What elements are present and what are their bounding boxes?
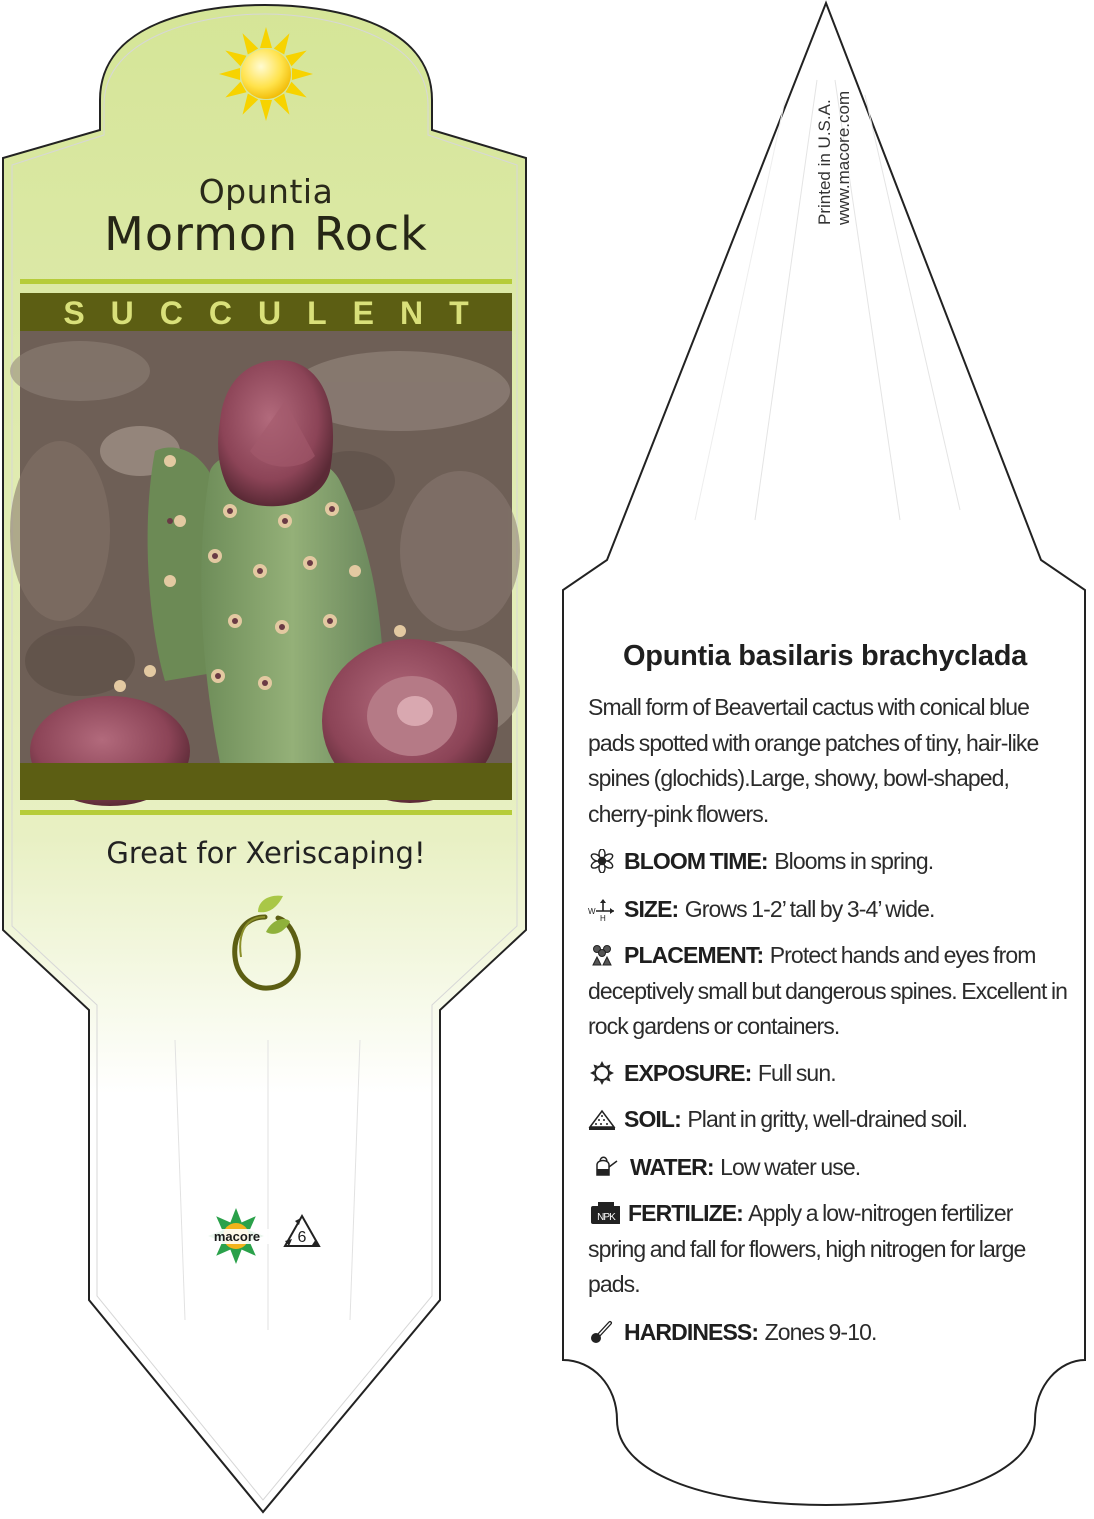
sprout-logo-icon (228, 892, 304, 992)
recycle-code-icon (281, 1213, 323, 1253)
plant-description: Small form of Beavertail cactus with conical blue pads spotted with orange patches of tiny, hair-like spines (glochids).Large, showy, bowl-shaped, cherry-pink flowers. (588, 694, 1039, 827)
attribute-label: HARDINESS: (624, 1319, 759, 1345)
attribute-label: FERTILIZE: (628, 1200, 743, 1226)
tagline: Great for Xeriscaping! (106, 836, 426, 870)
recycle-number: 6 (297, 1229, 307, 1246)
attribute-text: Grows 1-2’ tall by 3-4’ wide. (684, 896, 935, 922)
plant-genus: Opuntia (198, 172, 334, 211)
botanical-name: Opuntia basilaris brachyclada (623, 640, 1027, 672)
attribute-placement (588, 938, 1068, 1045)
attribute-label: SIZE: (624, 896, 679, 922)
attribute-fertilize (588, 1196, 1068, 1303)
attribute-label: BLOOM TIME: (624, 848, 768, 874)
attribute-water (588, 1150, 1068, 1186)
attribute-soil (588, 1102, 1068, 1138)
thermometer-icon (588, 1320, 616, 1344)
plant-category: SUCCULENT (63, 295, 495, 331)
svg-text:W: W (588, 907, 595, 916)
watering-can-icon (588, 1155, 622, 1179)
attribute-text: Plant in gritty, well-drained soil. (687, 1106, 968, 1132)
attribute-bloom-time (588, 844, 1068, 880)
attribute-exposure (588, 1056, 1068, 1092)
attribute-text: Zones 9-10. (764, 1319, 877, 1345)
attribute-size (588, 892, 1068, 928)
flower-icon (588, 849, 616, 873)
full-sun-icon (218, 26, 314, 122)
attribute-label: PLACEMENT: (624, 942, 764, 968)
svg-text:NPK: NPK (597, 1212, 615, 1223)
attribute-text: Apply a low-nitrogen fertilizer spring and fall for flowers, high nitrogen for large pads. (588, 1200, 1026, 1297)
printed-in-usa: Printed in U.S.A. (815, 99, 834, 225)
attribute-hardiness (588, 1315, 1068, 1351)
npk-icon (588, 1201, 620, 1225)
macore-logo-icon (205, 1205, 271, 1267)
svg-text:H: H (600, 914, 605, 921)
bottom-band (20, 763, 512, 800)
sun-icon (588, 1061, 616, 1085)
attribute-text: Protect hands and eyes from deceptively small but dangerous spines. Excellent in rock gardens or containers. (588, 942, 1068, 1039)
attribute-text: Low water use. (720, 1154, 861, 1180)
website: www.macore.com (834, 90, 853, 225)
soil-icon (588, 1107, 616, 1131)
plant-cultivar-name: Mormon Rock (104, 207, 428, 261)
cactus-photo (20, 331, 512, 763)
attribute-text: Full sun. (757, 1060, 836, 1086)
brand-name: macore (213, 1229, 261, 1244)
attribute-text: Blooms in spring. (774, 848, 934, 874)
plants-icon (588, 943, 616, 967)
attribute-label: WATER: (630, 1154, 714, 1180)
attribute-label: SOIL: (624, 1106, 681, 1132)
attribute-label: EXPOSURE: (624, 1060, 752, 1086)
size-icon (588, 897, 616, 921)
